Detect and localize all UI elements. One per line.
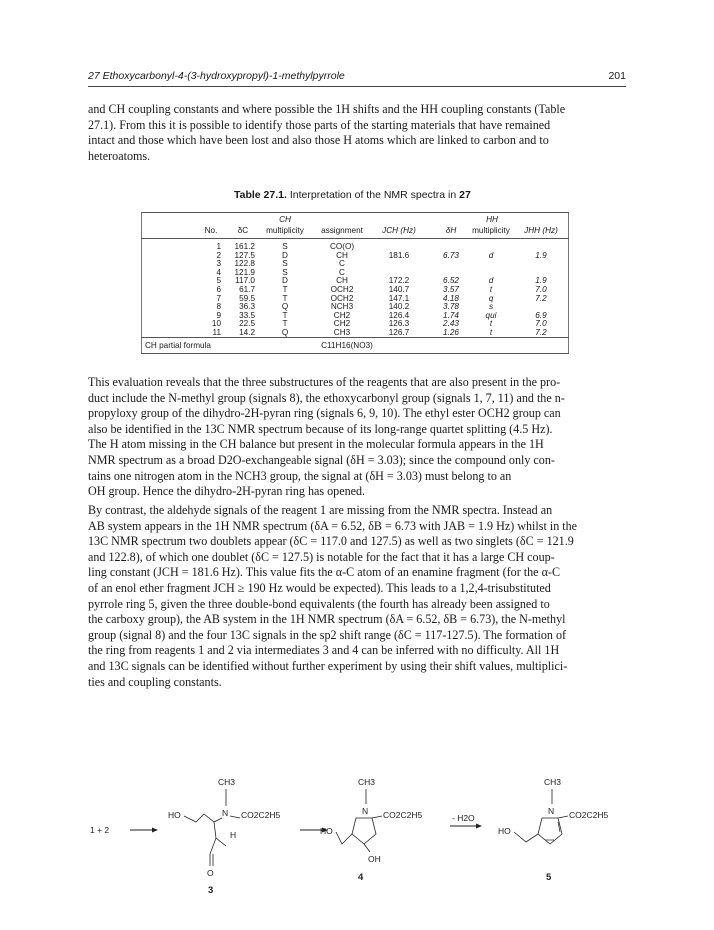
bond-line [372, 816, 382, 818]
table-cell: CH [336, 250, 348, 260]
table-cell: 11 [212, 328, 221, 337]
table-cell: CH [336, 276, 348, 286]
table-cell: 10 [211, 319, 221, 329]
table-cell: s [488, 302, 494, 312]
running-header-title: 27 Ethoxycarbonyl-4-(3-hydroxypropyl)-1-methylpyrrole [88, 70, 345, 82]
compound-4-label: 4 [358, 872, 364, 883]
table-cell: 7.0 [535, 319, 547, 329]
table-cell: 7 [216, 293, 221, 303]
partial-formula-label: CH partial formula [145, 341, 211, 350]
text-line: propyloxy group of the dihydro-2H-pyran ring (signals 6, 9, 10). The ethyl ester OCH2 group can [88, 406, 561, 421]
compound-5-label: 5 [546, 872, 552, 883]
table-header-cell: JCH (Hz) [382, 226, 416, 235]
compound-4-hydroxyl: HO [320, 826, 333, 836]
table-cell: 1.74 [443, 310, 459, 320]
table-cell: NCH3 [330, 302, 354, 312]
table-cell: 6.52 [443, 276, 459, 286]
compound-4-nitrogen: N [362, 806, 369, 816]
table-cell: 6 [216, 285, 221, 294]
pyrroline-ring [352, 818, 376, 844]
table-cell: D [282, 276, 288, 286]
bond-line [214, 822, 226, 846]
table-cell: 8 [216, 302, 221, 312]
table-cell: d [488, 250, 494, 260]
table-cell: 140.2 [388, 302, 410, 312]
table-cell: 147.1 [388, 293, 410, 303]
table-cell: C [339, 259, 345, 269]
intro-paragraph [88, 102, 626, 164]
bond-line [336, 832, 352, 844]
table-cell: 117.0 [235, 276, 255, 286]
table-header-cell: multiplicity [472, 226, 510, 235]
table-cell: 121.9 [234, 267, 255, 277]
table-cell: S [282, 242, 288, 251]
bond-line [210, 838, 216, 854]
table-cell: S [282, 267, 288, 277]
table-cell: 33.5 [239, 310, 255, 320]
compound-3-ch3: CH3 [218, 777, 236, 787]
table-cell: CO(O) [329, 242, 355, 251]
table-header-cell: No. [204, 226, 218, 235]
table-cell: 1.26 [443, 328, 459, 337]
table-cell: 7.2 [535, 328, 547, 337]
reaction-arrow-3-head [476, 824, 482, 829]
table-header-rule [141, 238, 569, 239]
table-cell: S [282, 259, 288, 269]
table-cell: OCH2 [330, 293, 354, 303]
table-cell: 6.9 [535, 310, 547, 320]
table-caption-compound: 27 [459, 189, 471, 201]
table-cell: 59.5 [239, 293, 255, 303]
table-cell: 3 [216, 259, 221, 269]
table-cell: 7.2 [535, 293, 547, 303]
text-line: of an enol ether fragment JCH ≥ 190 Hz would be expected). This leads to a 1,2,4-trisubstituted [88, 580, 551, 595]
nmr-table [141, 212, 569, 354]
compound-4-ch3: CH3 [358, 777, 376, 787]
table-caption-label: Table 27.1. [234, 189, 287, 201]
text-line: ling constant (JCH = 181.6 Hz). This value fits the α-C atom of an enamine fragment (for the α-C [88, 565, 561, 580]
table-cell: CH2 [333, 310, 351, 320]
table-caption-text: Interpretation of the NMR spectra in [289, 189, 457, 201]
compound-5-ch3: CH3 [544, 777, 562, 787]
table-cell: 3.78 [443, 302, 459, 312]
bond-line [364, 844, 370, 852]
table-footer-rule [141, 337, 569, 338]
table-cell: 2.43 [443, 319, 459, 329]
table-cell: q [488, 293, 494, 303]
table-cell: OCH2 [330, 285, 354, 294]
evaluation-paragraph [88, 375, 626, 500]
table-header-cell: multiplicity [266, 226, 304, 235]
table-cell: 36.3 [239, 302, 255, 312]
table-cell: 126.3 [388, 319, 410, 329]
contrast-paragraph [88, 503, 626, 690]
compound-3-nitrogen: N [222, 808, 229, 818]
compound-5-ester: CO2C2H5 [569, 810, 609, 820]
table-cell: qui [485, 310, 497, 320]
table-cell: 7.0 [535, 285, 547, 294]
table-cell: t [489, 319, 493, 329]
partial-formula-value: C11H16(NO3) [321, 341, 373, 350]
text-line: The H atom missing in the CH balance but present in the molecular formula appears in the 1H [88, 437, 544, 452]
compound-5-nitrogen: N [548, 806, 555, 816]
reaction-arrow-1-head [152, 828, 158, 833]
table-cell: 2 [216, 250, 221, 260]
table-cell: 1.9 [535, 276, 547, 286]
text-line: intact and those which have been lost and also those H atoms which are linked to carbon and to [88, 133, 549, 148]
scheme-reactants: 1 + 2 [90, 825, 110, 835]
table-cell: T [282, 319, 288, 329]
text-line: OH group. Hence the dihydro-2H-pyran ring has opened. [88, 484, 366, 499]
text-line: duct include the N-methyl group (signals 8), the ethoxycarbonyl group (signals 1, 7, 11) and the n- [88, 390, 565, 405]
compound-4-oh: OH [368, 854, 381, 864]
text-line: and CH coupling constants and where possible the 1H shifts and the HH coupling constants (Table [88, 102, 566, 116]
table-cell: Q [281, 328, 289, 337]
table-cell: 6.73 [443, 250, 459, 260]
text-line: and 122.8), of which one doublet (δC = 127.5) is notable for the fact that it has a large CH coup- [88, 549, 555, 564]
reaction-scheme-drawing [0, 760, 714, 900]
table-cell: 122.8 [234, 259, 255, 269]
table-header-cell: δH [445, 226, 457, 235]
table-cell: 172.2 [388, 276, 410, 286]
text-line: AB system appears in the 1H NMR spectrum (δA = 6.52, δB = 6.73 with JAB = 1.9 Hz) whilst in the [88, 518, 578, 533]
table-cell: 126.4 [388, 310, 410, 320]
table-border-left [141, 213, 142, 353]
table-cell: 3.57 [443, 285, 459, 294]
text-line: This evaluation reveals that the three substructures of the reagents that are also present in the pro- [88, 375, 561, 389]
compound-3-ester: CO2C2H5 [241, 810, 281, 820]
text-line: ties and coupling constants. [88, 674, 222, 689]
bond-line [230, 816, 240, 818]
running-header [88, 68, 626, 87]
compound-5-hydroxyl: HO [498, 826, 511, 836]
table-cell: 126.7 [388, 328, 410, 337]
text-line: tains one nitrogen atom in the NCH3 group, the signal at (δH = 3.03) must belong to an [88, 468, 512, 483]
text-line: the carboxy group), the AB system in the 1H NMR spectrum (δA = 6.52, δB = 6.73), the N-methyl [88, 612, 566, 627]
dehydration-label: - H2O [452, 813, 475, 823]
page-number: 201 [608, 70, 626, 82]
compound-3-oxygen: O [207, 868, 214, 878]
table-cell: 22.5 [239, 319, 255, 329]
table-cell: 61.7 [239, 285, 255, 294]
table-cell: 4 [216, 267, 221, 277]
table-cell: T [282, 293, 288, 303]
table-cell: D [282, 250, 288, 260]
table-header-cell: δC [237, 226, 249, 235]
group-header-ch: CH [279, 215, 291, 224]
table-cell: 161.2 [234, 242, 255, 251]
table-cell: T [282, 310, 288, 320]
text-line: pyrrole ring 5, given the three double-bond equivalents (the fourth has already been assigned to [88, 596, 550, 611]
text-line: NMR spectrum as a broad D2O-exchangeable signal (δH = 3.03); since the compound only con- [88, 452, 555, 467]
table-cell: 1.9 [535, 250, 547, 260]
table-cell: 9 [216, 310, 221, 320]
table-cell: 140.7 [388, 285, 410, 294]
table-cell: 14.2 [239, 328, 255, 337]
text-line: also be identified in the 13C NMR spectrum because of its long-range quartet splitting (4.5 Hz). [88, 421, 553, 436]
table-cell: 181.6 [388, 250, 410, 260]
text-line: 13C NMR spectrum two doublets appear (δC = 117.0 and 127.5) as well as two singlets (δC = 121.9 [88, 534, 574, 549]
table-cell: t [489, 285, 493, 294]
table-cell: t [489, 328, 493, 337]
bond-line [558, 816, 568, 818]
table-cell: 5 [216, 276, 221, 286]
text-line: heteroatoms. [88, 148, 151, 163]
text-line: 27.1). From this it is possible to identify those parts of the starting materials that have remained [88, 117, 551, 132]
text-line: By contrast, the aldehyde signals of the reagent 1 are missing from the NMR spectra. Instead an [88, 503, 553, 517]
table-cell: d [488, 276, 494, 286]
compound-3-hydroxyl: HO [168, 810, 181, 820]
table-border-right [568, 213, 569, 353]
table-header-cell: JHH (Hz) [524, 226, 558, 235]
table-caption [234, 189, 471, 201]
text-line: the ring from reagents 1 and 2 via intermediates 3 and 4 can be inferred with no difficulty. All 1H [88, 643, 560, 658]
table-cell: C [339, 267, 345, 277]
table-cell: CH3 [333, 328, 351, 337]
text-line: group (signal 8) and the four 13C signals in the sp2 shift range (δC = 117-127.5). The formation of [88, 627, 567, 642]
compound-4-ester: CO2C2H5 [383, 810, 423, 820]
table-cell: 4.18 [443, 293, 459, 303]
bond-line [514, 832, 538, 842]
group-header-hh: HH [486, 215, 498, 224]
table-cell: T [282, 285, 288, 294]
table-cell: 1 [216, 242, 221, 251]
table-cell: CH2 [333, 319, 351, 329]
table-header-cell: assignment [321, 226, 363, 235]
compound-3-hydrogen: H [230, 830, 237, 840]
reaction-scheme [0, 760, 714, 900]
text-line: and 13C signals can be identified without further experiment by using their shift values, multiplici- [88, 658, 568, 673]
bond-line [184, 814, 222, 822]
compound-3-label: 3 [208, 885, 214, 896]
table-cell: 127.5 [234, 250, 255, 260]
table-cell: Q [281, 302, 289, 312]
